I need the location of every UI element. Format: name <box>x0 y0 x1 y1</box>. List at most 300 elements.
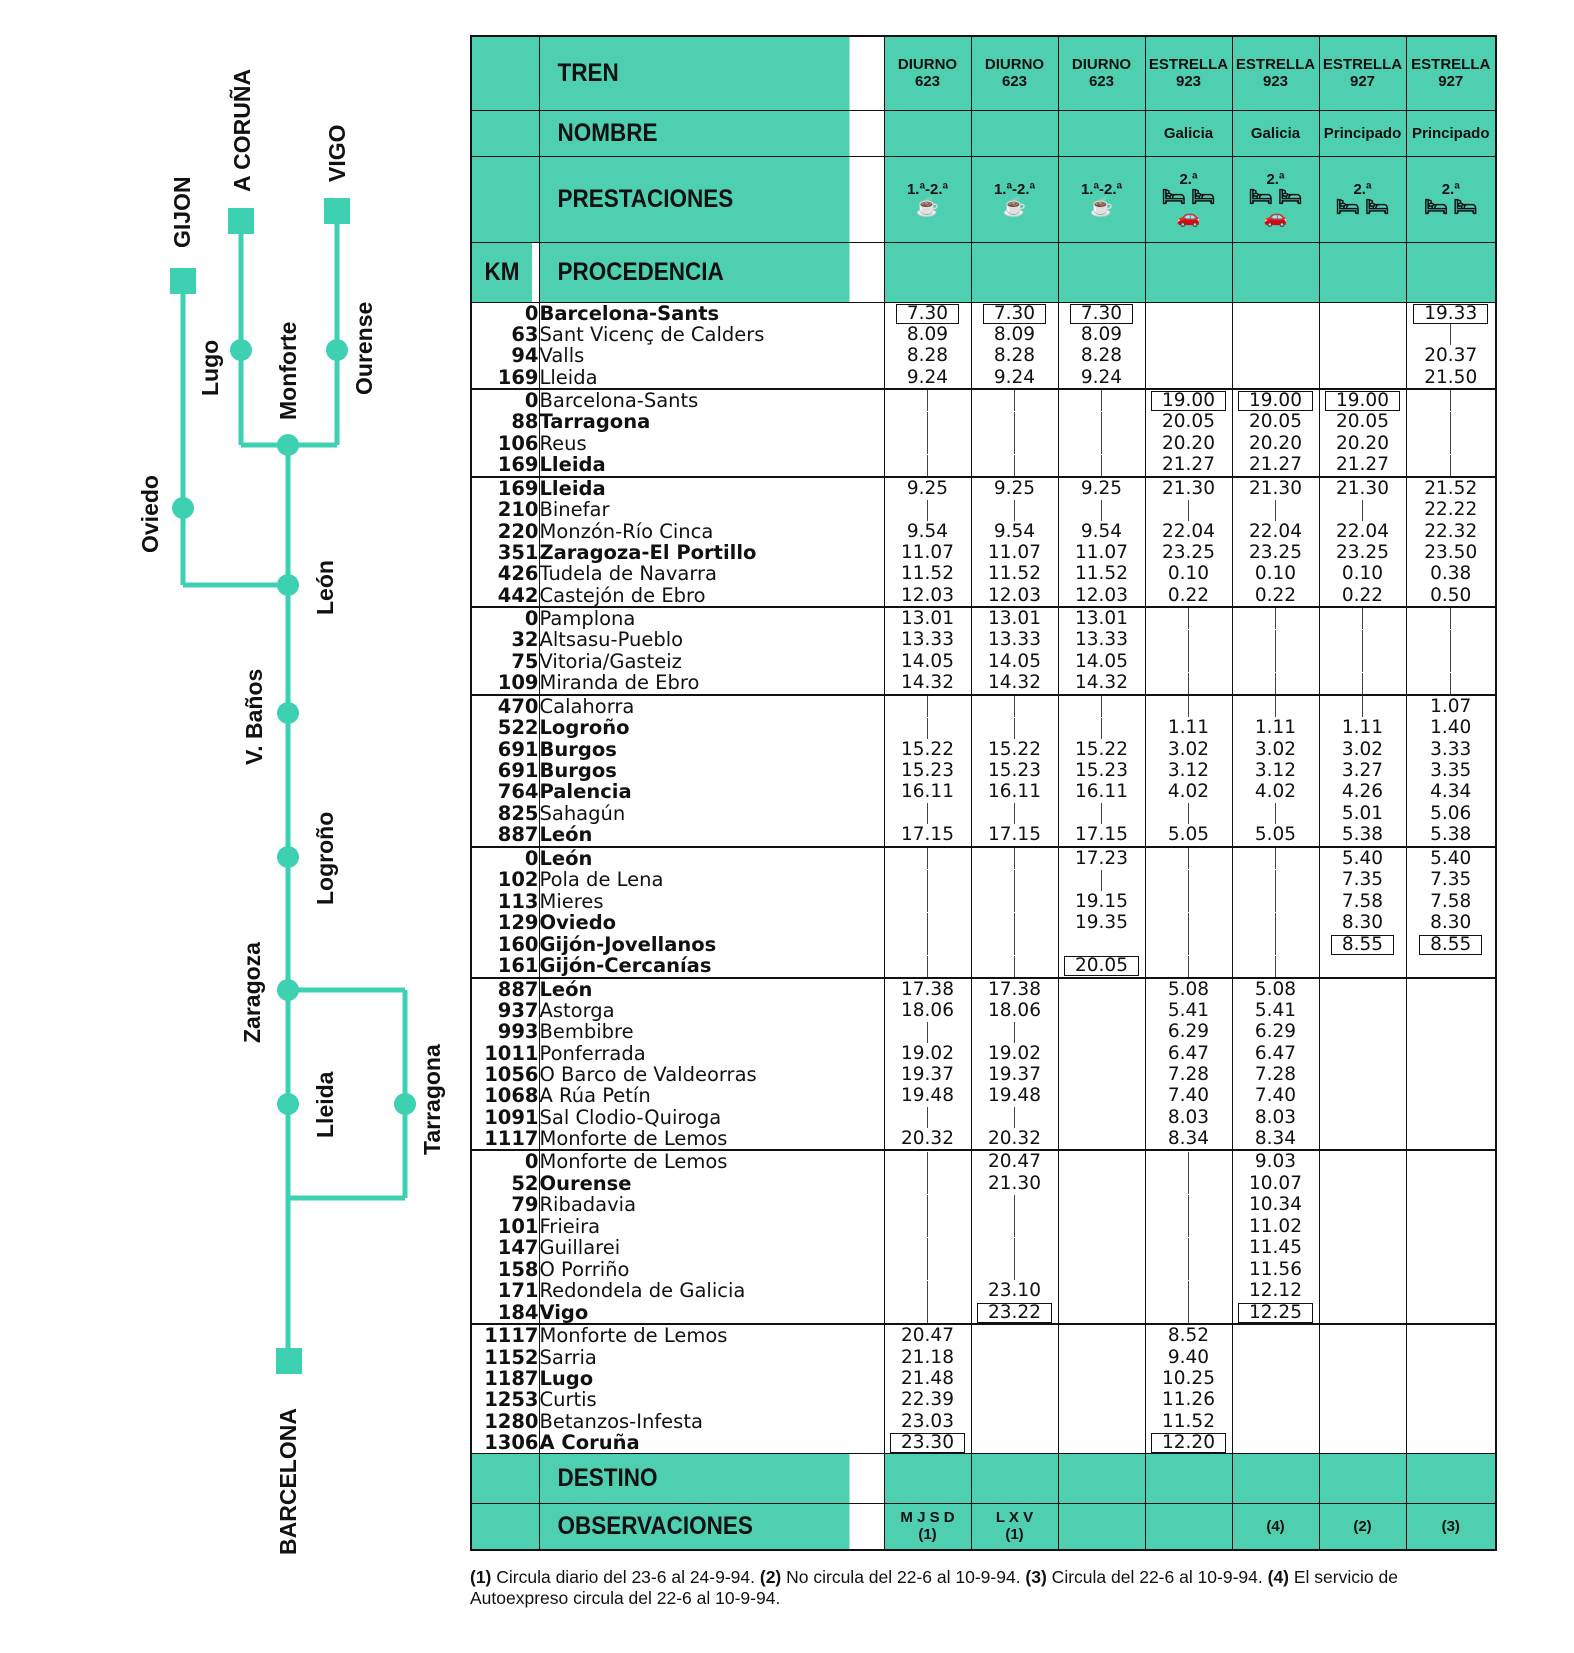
time-cell: 8.09 <box>971 324 1058 346</box>
table-row <box>471 803 1496 825</box>
time-cell <box>1319 651 1406 673</box>
time-cell <box>884 1237 971 1259</box>
station-cell: Monzón-Río Cinca <box>539 521 884 542</box>
pass-through-line <box>1188 696 1189 717</box>
table-row <box>471 1368 1496 1389</box>
time-cell: 5.05 <box>1145 824 1232 846</box>
station-cell: Burgos <box>539 760 884 781</box>
time-cell: 5.41 <box>1232 1000 1319 1021</box>
time-cell: 15.22 <box>884 739 971 760</box>
time-cell <box>1319 695 1406 718</box>
table-row <box>471 912 1496 934</box>
time-cell <box>1145 607 1232 630</box>
km-cell: 1117 <box>471 1128 539 1150</box>
time-cell <box>971 499 1058 521</box>
time-cell <box>1145 869 1232 891</box>
time-cell <box>1232 345 1319 366</box>
prestaciones-cell: 2.ª 🛏 🛏 🚗 <box>1145 156 1232 242</box>
km-cell: 0 <box>471 389 539 412</box>
time-cell <box>1232 695 1319 718</box>
time-cell <box>1058 934 1145 956</box>
pass-through-line <box>1188 651 1189 672</box>
station-cell: Lugo <box>539 1368 884 1389</box>
time-cell <box>1058 1000 1145 1021</box>
terminal-time: 8.55 <box>1331 935 1394 955</box>
time-cell <box>971 1302 1058 1325</box>
table-row <box>471 672 1496 695</box>
time-cell <box>1232 629 1319 651</box>
time-cell <box>1406 1411 1496 1432</box>
time-cell: 9.54 <box>884 521 971 542</box>
pass-through-line <box>1188 1216 1189 1237</box>
km-cell: 0 <box>471 1150 539 1173</box>
pass-through-line <box>1275 500 1276 521</box>
table-row <box>471 760 1496 781</box>
station-cell: Lleida <box>539 367 884 389</box>
time-cell <box>1406 389 1496 412</box>
time-cell: 9.24 <box>884 367 971 389</box>
label-lleida: Lleida <box>312 1071 338 1138</box>
station-cell: Valls <box>539 345 884 366</box>
time-cell <box>1058 978 1145 1000</box>
time-cell <box>1058 1128 1145 1150</box>
time-cell: 21.30 <box>1232 477 1319 499</box>
pass-through-line <box>927 803 928 824</box>
time-cell: 22.04 <box>1145 521 1232 542</box>
station-cell: Castejón de Ebro <box>539 585 884 607</box>
bed-icon: 🛏 🛏 <box>1423 196 1478 218</box>
time-cell <box>1319 955 1406 978</box>
time-cell <box>1145 847 1232 870</box>
pass-through-line <box>1450 433 1451 454</box>
time-cell <box>1232 891 1319 913</box>
km-cell: 109 <box>471 672 539 695</box>
time-cell: 20.05 <box>1232 411 1319 433</box>
station-cell: Monforte de Lemos <box>539 1150 884 1173</box>
time-cell <box>971 891 1058 913</box>
time-cell <box>1145 389 1232 412</box>
time-cell: 20.20 <box>1145 433 1232 455</box>
time-cell: 8.03 <box>1232 1107 1319 1129</box>
time-cell: 22.32 <box>1406 521 1496 542</box>
time-cell: 6.29 <box>1145 1021 1232 1043</box>
station-cell: Betanzos-Infesta <box>539 1411 884 1432</box>
time-cell: 3.02 <box>1145 739 1232 760</box>
pass-through-line <box>927 500 928 521</box>
time-cell: 20.05 <box>1319 411 1406 433</box>
station-cell: A Rúa Petín <box>539 1085 884 1106</box>
time-cell <box>1319 1432 1406 1454</box>
time-cell <box>971 1021 1058 1043</box>
pass-through-line <box>927 913 928 934</box>
time-cell <box>1406 934 1496 956</box>
nombre-cell: Principado <box>1406 110 1496 156</box>
tren-cell: ESTRELLA 927 <box>1319 36 1406 110</box>
pass-through-line <box>1014 718 1015 739</box>
station-cell: Curtis <box>539 1389 884 1410</box>
station-cell: Monforte de Lemos <box>539 1324 884 1346</box>
station-cell: Gijón-Cercanías <box>539 955 884 978</box>
label-zaragoza: Zaragoza <box>239 942 265 1043</box>
time-cell: 8.28 <box>884 345 971 366</box>
label-leon: León <box>312 560 338 615</box>
time-cell: 7.40 <box>1145 1085 1232 1106</box>
pass-through-line <box>1188 848 1189 869</box>
time-cell <box>1232 1347 1319 1368</box>
time-cell <box>884 1259 971 1281</box>
time-cell <box>1145 1237 1232 1259</box>
pass-through-line <box>1014 1107 1015 1128</box>
time-cell: 3.33 <box>1406 739 1496 760</box>
time-cell <box>1319 1237 1406 1259</box>
time-cell: 8.03 <box>1145 1107 1232 1129</box>
time-cell: 18.06 <box>971 1000 1058 1021</box>
time-cell <box>1058 433 1145 455</box>
time-cell <box>1232 1411 1319 1432</box>
km-cell: 129 <box>471 912 539 934</box>
pass-through-line <box>1014 1195 1015 1216</box>
pass-through-line <box>1014 870 1015 891</box>
time-cell: 3.27 <box>1319 760 1406 781</box>
pass-through-line <box>1188 1259 1189 1280</box>
station-cell: Sant Vicenç de Calders <box>539 324 884 346</box>
km-cell: 169 <box>471 367 539 389</box>
station-cell: Lleida <box>539 454 884 477</box>
time-cell: 23.10 <box>971 1280 1058 1302</box>
time-cell <box>971 302 1058 324</box>
prestaciones-cell: 1.ª-2.ª ☕ <box>884 156 971 242</box>
time-cell: 3.02 <box>1232 739 1319 760</box>
km-cell: 75 <box>471 651 539 673</box>
time-cell <box>1406 1389 1496 1410</box>
km-cell: 158 <box>471 1259 539 1281</box>
time-cell <box>971 411 1058 433</box>
time-cell <box>1058 1389 1145 1410</box>
time-cell: 1.11 <box>1319 717 1406 739</box>
time-cell: 21.30 <box>1145 477 1232 499</box>
time-cell: 3.35 <box>1406 760 1496 781</box>
time-cell: 8.28 <box>1058 345 1145 366</box>
row-observaciones <box>471 1504 1496 1550</box>
time-cell: 14.05 <box>884 651 971 673</box>
station-cell: Miranda de Ebro <box>539 672 884 695</box>
time-cell <box>1406 955 1496 978</box>
tren-cell: ESTRELLA 923 <box>1145 36 1232 110</box>
time-cell <box>1145 1432 1232 1454</box>
time-cell <box>1058 1259 1145 1281</box>
label-tarragona: Tarragona <box>419 1044 445 1155</box>
pass-through-line <box>927 390 928 411</box>
time-cell <box>1232 1389 1319 1410</box>
time-cell: 21.30 <box>971 1173 1058 1195</box>
time-cell: 11.52 <box>884 563 971 584</box>
terminal-time: 23.30 <box>890 1433 965 1453</box>
nombre-cell: Principado <box>1319 110 1406 156</box>
time-cell <box>1145 1259 1232 1281</box>
station-cell: Barcelona-Sants <box>539 302 884 324</box>
km-cell: 220 <box>471 521 539 542</box>
time-cell: 9.25 <box>1058 477 1145 499</box>
time-cell <box>1058 1043 1145 1064</box>
time-cell <box>1145 324 1232 346</box>
time-cell: 19.37 <box>971 1064 1058 1085</box>
terminal-time: 12.25 <box>1238 1303 1313 1323</box>
time-cell: 8.52 <box>1145 1324 1232 1346</box>
time-cell: 13.01 <box>884 607 971 630</box>
observaciones-label: OBSERVACIONES <box>539 1504 850 1550</box>
terminal-time: 7.30 <box>896 304 959 324</box>
station-cell: Reus <box>539 433 884 455</box>
pass-through-line <box>927 1281 928 1302</box>
table-row <box>471 1237 1496 1259</box>
time-cell <box>1058 1216 1145 1238</box>
km-cell: 1152 <box>471 1347 539 1368</box>
time-cell <box>1406 978 1496 1000</box>
table-row <box>471 1216 1496 1238</box>
pass-through-line <box>1014 934 1015 955</box>
time-cell <box>1145 367 1232 389</box>
pass-through-line <box>1101 455 1102 476</box>
pass-through-line <box>1014 696 1015 717</box>
table-row <box>471 695 1496 718</box>
time-cell <box>1232 672 1319 695</box>
pass-through-line <box>1450 673 1451 694</box>
time-cell: 13.33 <box>1058 629 1145 651</box>
time-cell <box>884 433 971 455</box>
terminal-time: 7.30 <box>983 304 1046 324</box>
km-cell: 0 <box>471 302 539 324</box>
time-cell <box>1232 934 1319 956</box>
time-cell <box>1406 1107 1496 1129</box>
table-row <box>471 1150 1496 1173</box>
time-cell <box>1319 302 1406 324</box>
time-cell <box>1406 629 1496 651</box>
time-cell <box>1145 651 1232 673</box>
time-cell <box>1145 1302 1232 1325</box>
time-cell <box>884 1021 971 1043</box>
table-row <box>471 1432 1496 1454</box>
table-row <box>471 1324 1496 1346</box>
table-row <box>471 1194 1496 1216</box>
time-cell: 20.47 <box>884 1324 971 1346</box>
bed-icon: 🛏 🛏 <box>1248 186 1303 208</box>
time-cell <box>1406 1432 1496 1454</box>
km-cell: 0 <box>471 847 539 870</box>
time-cell <box>1145 672 1232 695</box>
pass-through-line <box>927 848 928 869</box>
label-barcelona: BARCELONA <box>275 1408 301 1555</box>
km-cell: 937 <box>471 1000 539 1021</box>
time-cell: 14.05 <box>971 651 1058 673</box>
station-cell: Logroño <box>539 717 884 739</box>
km-cell: 470 <box>471 695 539 718</box>
km-cell: 522 <box>471 717 539 739</box>
pass-through-line <box>1101 500 1102 521</box>
table-row <box>471 1347 1496 1368</box>
pass-through-line <box>1188 1238 1189 1259</box>
pass-through-line <box>1188 1281 1189 1302</box>
table-row <box>471 717 1496 739</box>
time-cell <box>1058 1347 1145 1368</box>
pass-through-line <box>1014 848 1015 869</box>
pass-through-line <box>927 412 928 433</box>
pass-through-line <box>927 718 928 739</box>
km-cell: 171 <box>471 1280 539 1302</box>
timetable <box>470 35 1497 1551</box>
pass-through-line <box>927 1173 928 1194</box>
time-cell: 19.48 <box>884 1085 971 1106</box>
nombre-cell: Galicia <box>1232 110 1319 156</box>
time-cell: 15.22 <box>971 739 1058 760</box>
time-cell: 11.45 <box>1232 1237 1319 1259</box>
table-row <box>471 454 1496 477</box>
time-cell: 1.07 <box>1406 695 1496 718</box>
time-cell: 16.11 <box>884 781 971 802</box>
time-cell: 5.01 <box>1319 803 1406 825</box>
time-cell <box>1406 1085 1496 1106</box>
time-cell <box>1319 1021 1406 1043</box>
time-cell: 11.07 <box>971 542 1058 563</box>
time-cell <box>1319 1173 1406 1195</box>
time-cell: 0.22 <box>1319 585 1406 607</box>
time-cell <box>1145 629 1232 651</box>
pass-through-line <box>1275 913 1276 934</box>
terminal-time: 19.00 <box>1151 391 1226 411</box>
time-cell <box>971 869 1058 891</box>
pass-through-line <box>1014 1259 1015 1280</box>
station-cell: Calahorra <box>539 695 884 718</box>
time-cell <box>971 1324 1058 1346</box>
pass-through-line <box>1014 1238 1015 1259</box>
time-cell <box>971 1194 1058 1216</box>
station-cell: Guillarei <box>539 1237 884 1259</box>
pass-through-line <box>1014 390 1015 411</box>
table-row <box>471 739 1496 760</box>
terminal-time: 8.55 <box>1419 935 1482 955</box>
km-cell: 106 <box>471 433 539 455</box>
table-row <box>471 1085 1496 1106</box>
km-cell: 1068 <box>471 1085 539 1106</box>
pass-through-line <box>1188 913 1189 934</box>
table-row <box>471 847 1496 870</box>
pass-through-line <box>1188 891 1189 912</box>
time-cell <box>1406 1280 1496 1302</box>
time-cell: 22.22 <box>1406 499 1496 521</box>
pass-through-line <box>1014 433 1015 454</box>
km-cell: 691 <box>471 739 539 760</box>
time-cell <box>971 934 1058 956</box>
time-cell <box>884 869 971 891</box>
time-cell: 21.50 <box>1406 367 1496 389</box>
km-cell: 825 <box>471 803 539 825</box>
time-cell <box>1058 302 1145 324</box>
time-cell: 21.48 <box>884 1368 971 1389</box>
time-cell: 22.04 <box>1319 521 1406 542</box>
time-cell: 4.02 <box>1145 781 1232 802</box>
obs-cell: L X V (1) <box>971 1504 1058 1550</box>
time-cell <box>1145 345 1232 366</box>
time-cell <box>1058 411 1145 433</box>
table-row <box>471 1128 1496 1150</box>
station-cell: Palencia <box>539 781 884 802</box>
time-cell <box>1232 1432 1319 1454</box>
prestaciones-cell: 2.ª 🛏 🛏 🚗 <box>1232 156 1319 242</box>
time-cell <box>1406 1216 1496 1238</box>
pass-through-line <box>1362 608 1363 629</box>
time-cell <box>1319 1000 1406 1021</box>
pass-through-line <box>927 1022 928 1043</box>
pass-through-line <box>1188 500 1189 521</box>
time-cell: 11.02 <box>1232 1216 1319 1238</box>
time-cell <box>1319 672 1406 695</box>
terminal-time: 19.33 <box>1413 304 1488 324</box>
table-row <box>471 1043 1496 1064</box>
km-cell: 887 <box>471 978 539 1000</box>
pass-through-line <box>1101 696 1102 717</box>
time-cell: 12.12 <box>1232 1280 1319 1302</box>
row-destino <box>471 1454 1496 1504</box>
time-cell <box>1058 1368 1145 1389</box>
time-cell: 20.37 <box>1406 345 1496 366</box>
prestaciones-cell: 1.ª-2.ª ☕ <box>971 156 1058 242</box>
time-cell <box>1145 803 1232 825</box>
time-cell <box>1145 912 1232 934</box>
time-cell: 0.10 <box>1232 563 1319 584</box>
pass-through-line <box>1101 412 1102 433</box>
time-cell: 10.07 <box>1232 1173 1319 1195</box>
prestaciones-cell: 1.ª-2.ª ☕ <box>1058 156 1145 242</box>
pass-through-line <box>1275 934 1276 955</box>
time-cell: 21.18 <box>884 1347 971 1368</box>
pass-through-line <box>1275 608 1276 629</box>
station-cell: O Porriño <box>539 1259 884 1281</box>
time-cell: 5.41 <box>1145 1000 1232 1021</box>
station-cell: Sal Clodio-Quiroga <box>539 1107 884 1129</box>
station-cell: Bembibre <box>539 1021 884 1043</box>
time-cell: 6.47 <box>1145 1043 1232 1064</box>
pass-through-line <box>1275 673 1276 694</box>
time-cell: 3.12 <box>1232 760 1319 781</box>
station-cell: Tudela de Navarra <box>539 563 884 584</box>
pass-through-line <box>1362 500 1363 521</box>
time-cell: 13.33 <box>884 629 971 651</box>
km-cell: 210 <box>471 499 539 521</box>
time-cell: 19.48 <box>971 1085 1058 1106</box>
time-cell: 23.50 <box>1406 542 1496 563</box>
station-cell: Astorga <box>539 1000 884 1021</box>
station-cell: Vitoria/Gasteiz <box>539 651 884 673</box>
time-cell <box>1319 1280 1406 1302</box>
pass-through-line <box>1188 1152 1189 1173</box>
table-row <box>471 891 1496 913</box>
time-cell <box>1319 499 1406 521</box>
time-cell: 8.30 <box>1319 912 1406 934</box>
time-cell <box>1406 1064 1496 1085</box>
pass-through-line <box>1450 608 1451 629</box>
table-row <box>471 651 1496 673</box>
time-cell: 20.20 <box>1319 433 1406 455</box>
time-cell: 8.34 <box>1145 1128 1232 1150</box>
time-cell <box>1319 1194 1406 1216</box>
time-cell: 10.25 <box>1145 1368 1232 1389</box>
tren-cell: DIURNO 623 <box>1058 36 1145 110</box>
time-cell <box>971 955 1058 978</box>
time-cell <box>1058 1150 1145 1173</box>
time-cell: 9.40 <box>1145 1347 1232 1368</box>
time-cell <box>1232 847 1319 870</box>
time-cell: 20.32 <box>971 1128 1058 1150</box>
time-cell <box>884 411 971 433</box>
